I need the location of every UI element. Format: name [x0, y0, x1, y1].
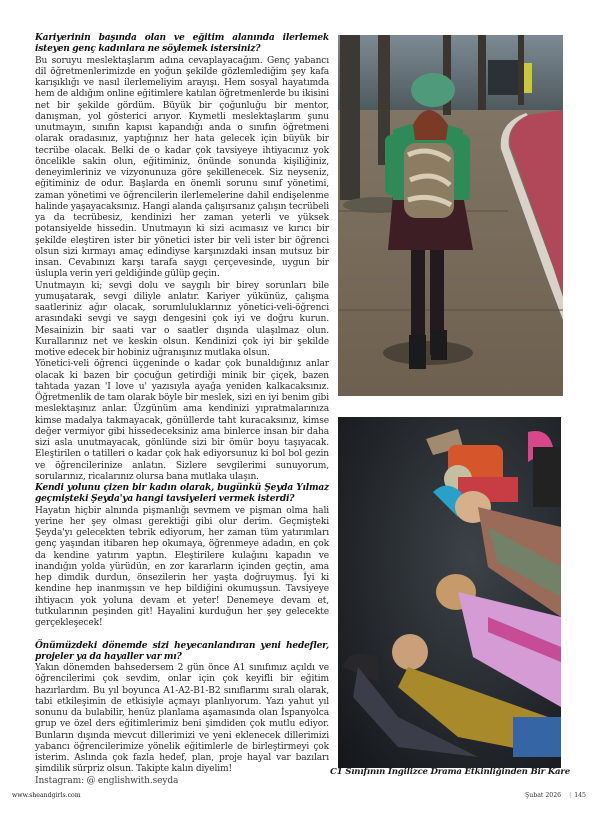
issue-date: Şubat 2026: [525, 792, 562, 799]
footer-issue-info: [525, 792, 586, 799]
question-1: Kariyerinin başında olan ve eğitim alanında ilerlemek isteyen genç kadınlara ne söylemek istersiniz?: [35, 33, 329, 55]
question-2: Kendi yolunu çizen bir kadın olarak, bugünkü Şeyda Yılmaz geçmişteki Şeyda'ya hangi tavsiyeleri vermek isterdi?: [35, 483, 329, 505]
spacer: [35, 629, 329, 640]
answer-1-paragraph-1: Bu soruyu meslektaşlarım adına cevaplayacağım. Genç yabancı dil öğretmenlerimizde en yoğun şekilde gözlemlediğim şey kafa karışıklığı ve nasıl ilerlemeliyim arayışı. Hem sosyal hayatımda hem de aldığım online eğitimlere katılan öğretmenlerde bu ikisini net bir şekilde gördüm. Büyük bir çoğunluğu bir mentor, danışman, yol gösterici arıyor. Kıymetli meslektaşlarım şunu unutmayın, sınıfın kapısı kapandığı anda o sınıfın öğretmeni olarak oradasınız, yaptığınız her hata gelecek için büyük bir tecrübe olacak. Belki de o kadar çok tavsiyeye ihtiyacınız yok öncelikle sakin olun, eğitiminiz, önünde sonunda kişiliğiniz, deneyimleriniz ve vizyonunuza göre şekillenecek. Siz neyseniz, eğitiminiz de odur. Başlarda en önemli sorunu sınıf yönetimi, zaman yönetimi ve öğrencilerin ilerlemelerine dahil endişelenme halinde yaşayacaksınız. Hangi alanda çalışırsanız çalışın tecrübeli ya da tecrübesiz, kendinizi her zaman yeterli ve yüksek potansiyelde hissedin. Unutmayın ki sizi acımasız ve kırıcı bir şekilde eleştiren ister bir yönetici ister bir veli ister bir öğrenci olsun sizi kırmayı amaç edindiyse karşınızdaki insan mutsuz bir insan. Cevabınızı karşı tarafa saygı çerçevesinde, uygun bir üslupla verin yeri geldiğinde gülüp geçin.: [35, 55, 329, 280]
separator: |: [569, 792, 572, 799]
photo-woman-walking: [338, 35, 563, 396]
page-number: 145: [574, 792, 586, 799]
answer-2: Hayatın hiçbir alnında pişmanlığı sevmem ve pişman olma hali yerine her şey olması gerektiği gibi olur derim. Geçmişteki Şeyda'yı gelecekten tebrik ediyorum, her zaman tüm yatırımları genç yaşından itibaren hep okumaya, öğrenmeye adadın, en çok da kendine yatırım yaptın. Eleştirilere kulağını kapadın ve inandığın yolda yürüdün, en zor kararların içinden geçtin, ama hep dimdik durdun, önsezilerin her yaşta doğruymuş. İyi ki kendine hep inanmışsın ve hep bildiğini okumuşsun. Tavsiyeye ihtiyacın yok yoluna devam et yeter! Denemeye devam et, tutkularının peşinden git! Hayalini kurduğun her şey gelecekte gerçekleşecek!: [35, 505, 329, 628]
answer-1-paragraph-3: Yönetici-veli öğrenci üçgeninde o kadar çok bunaldığınız anlar olacak ki bazen bir çocuğun getirdiği minik bir çiçek, bazen tahtada yazan 'I love u' yazısıyla ayağa yeniden kalkacaksınız. Öğretmenlik de tam olarak böyle bir meslek, sizi en iyi benim gibi meslektaşınız anlar. Üzgünüm ama kendinizi yıpratmalarınıza kimse madalya takmayacak, gönüllerde taht kuracaksınız, kimse değer vermiyor gibi hissedeceksiniz ama binlerce insan bir daha sizi asla unutmayacak, gönlünde sizi bir ömür boyu taşıyacak. Eleştirilen o tatilleri o kadar çok hak ediyorsunuz ki bol bol gezin ve öğrencilerinize anlatın. Sizlere sevgilerimi sunuyorum, sorularınız, ricalarınız olursa bana mutlaka ulaşın.: [35, 359, 329, 482]
question-3: Önümüzdeki dönemde sizi heyecanlandıran yeni hedefler, projeler ya da hayaller var mı?: [35, 640, 329, 662]
photo-drama-event: [338, 417, 561, 768]
answer-1-paragraph-2: Unutmayın ki; sevgi dolu ve saygılı bir birey sorunları bile yumuşatarak, sevgi diliyle anlatır. Kariyer yükünüz, çalışma saatleriniz ağır olacak, sorumluluklarınız yönetici-veli-öğrenci arasındaki sevgi ve saygı dengesini çok iyi ve doğru kurun. Mesainizin bir saati var o saatler dışında ulaşılmaz olun. Kurallarınız net ve keskin olsun. Kendinizi çok iyi bir şekilde motive edecek bir hobiniz uğranışınız mutlaka olsun.: [35, 280, 329, 358]
photo-woman-walking-illustration: [338, 35, 563, 396]
photo-drama-event-illustration: [338, 417, 561, 768]
photo-caption: C1 Sınıfının İngilizce Drama Etkinliğinden Bir Kare: [330, 767, 570, 777]
footer-website: www.sheandgirls.com: [12, 792, 81, 799]
answer-3: Yakın dönemden bahsedersem 2 gün önce A1 sınıfımız açıldı ve öğrencilerimi çok sevdim, onlar için çok keyifli bir eğitim hazırlardım. Bu yıl boyunca A1-A2-B1-B2 sınıflarımı sıralı olarak, tabi etkileşimin de etkisiyle açmayı planlıyorum. Yazı yahut yıl sonunu da bulabilir, henüz planlama aşamasında olan İspanyolca grup ve özel ders eğitimlerimiz beni şimdiden çok mutlu ediyor. Bunların dışında mevcut dillerimizi ve yeni eklenecek dillerimizi yabancı öğrencilerimize yönelik eğitimlerle de birleştirmeyi çok isterim. Aslında çok fazla hedef, plan, proje hayal var bazıları şimdilik sürpriz olsun. Takipte kalın diyelim!: [35, 663, 329, 775]
instagram-handle: Instagram: @ englishwith.seyda: [35, 775, 179, 786]
article-column: [35, 33, 329, 787]
